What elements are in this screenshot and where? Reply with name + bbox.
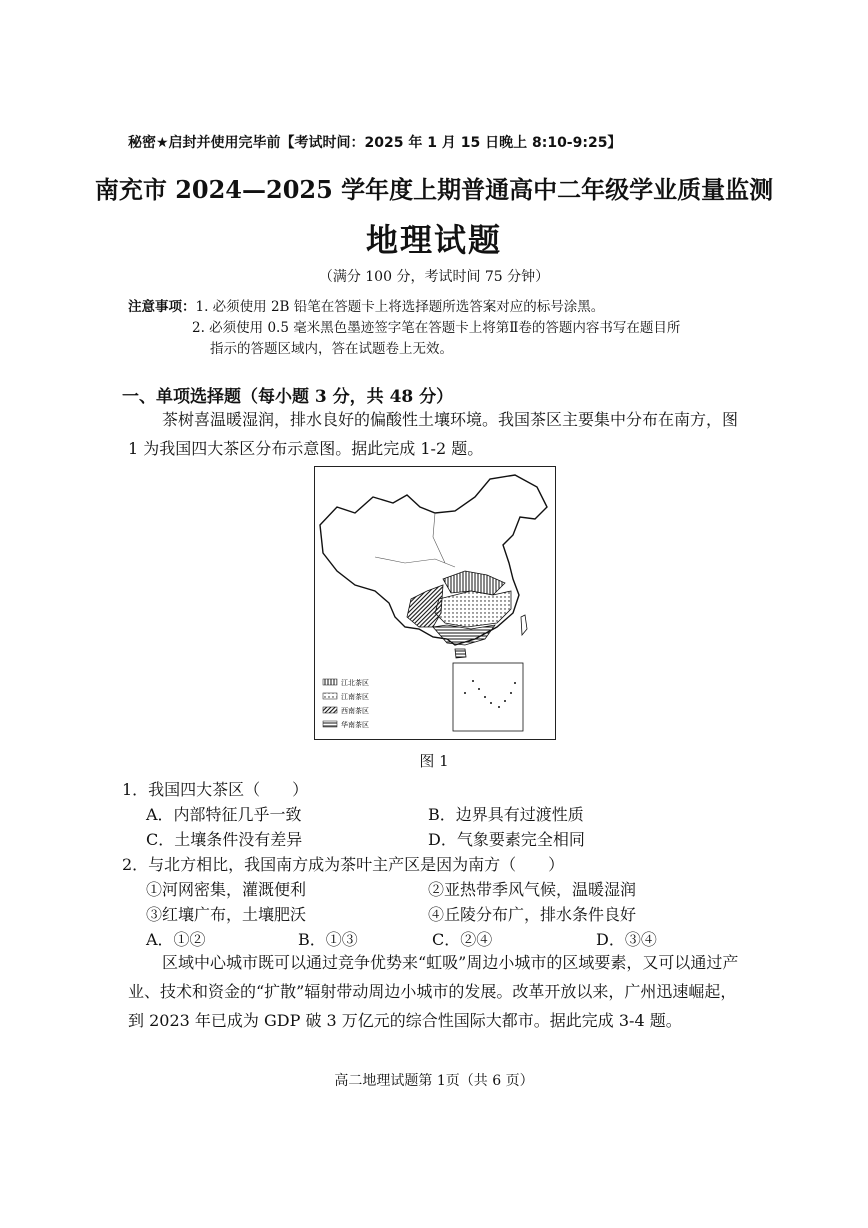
passage-2-text: 区域中心城市既可以通过竞争优势来“虹吸”周边小城市的区域要素，又可以通过产业、技术和资金的“扩散”辐射带动周边小城市的发展。改革开放以来，广州迅速崛起，到 2023 年已成为 GDP 破 3 万亿元的综合性国际大都市。据此完成 3-4 题。 <box>128 953 739 1030</box>
legend-label: 江南茶区 <box>341 693 369 701</box>
q2-option-c: C．②④ <box>432 930 493 949</box>
taiwan-island <box>521 615 527 635</box>
exam-title: 南充市 2024—2025 学年度上期普通高中二年级学业质量监测 <box>94 175 774 204</box>
figure-caption: 图 1 <box>419 752 449 770</box>
china-map-figure <box>315 467 555 739</box>
q2-statement-2: ②亚热带季风气候，温暖湿润 <box>428 880 637 899</box>
notice-item-2-cont: 指示的答题区域内，答在试题卷上无效。 <box>210 341 453 357</box>
q1-option-a: A．内部特征几乎一致 <box>146 805 302 824</box>
legend-label: 西南茶区 <box>341 707 369 715</box>
q2-option-a: A．①② <box>146 930 206 949</box>
q2-statement-4: ④丘陵分布广，排水条件良好 <box>428 905 637 924</box>
score-line: （满分 100 分，考试时间 75 分钟） <box>318 269 550 285</box>
question-2-stem: 2．与北方相比，我国南方成为茶叶主产区是因为南方（ ） <box>122 855 565 874</box>
question-1-stem: 1．我国四大茶区（ ） <box>122 780 309 799</box>
hainan-island <box>455 649 466 658</box>
q1-option-b: B．边界具有过渡性质 <box>428 805 584 824</box>
secret-line: 秘密★启封并使用完毕前【考试时间：2025 年 1 月 15 日晚上 8:10-9:25】 <box>128 135 622 151</box>
section-heading: 一、单项选择题（每小题 3 分，共 48 分） <box>122 387 454 407</box>
exam-subtitle: 地理试题 <box>365 221 502 259</box>
q2-statement-1: ①河网密集，灌溉便利 <box>146 880 307 899</box>
notice-item-1: 1. 必须使用 2B 铅笔在答题卡上将选择题所选答案对应的标号涂黑。 <box>195 299 605 315</box>
q2-option-b: B．①③ <box>298 930 358 949</box>
passage-2 <box>128 948 748 1035</box>
section-intro <box>128 405 748 463</box>
jiangnan-region <box>435 591 511 627</box>
notice-block <box>128 297 680 360</box>
q1-option-d: D．气象要素完全相同 <box>428 830 585 849</box>
notice-label: 注意事项： <box>128 299 196 315</box>
legend-label: 华南茶区 <box>341 721 369 729</box>
huanan-region <box>433 625 495 645</box>
notice-item-2: 2. 必须使用 0.5 毫米黑色墨迹签字笔在答题卡上将第Ⅱ卷的答题内容书写在题目所 <box>192 320 681 336</box>
island-dots <box>464 680 516 708</box>
q2-option-d: D．③④ <box>596 930 657 949</box>
q2-statement-3: ③红壤广布，土壤肥沃 <box>146 905 307 924</box>
map-legend <box>323 678 369 729</box>
xinan-region <box>407 585 443 627</box>
page-footer: 高二地理试题第 1页（共 6 页） <box>334 1073 534 1089</box>
south-china-sea-inset <box>453 663 523 731</box>
legend-label: 江北茶区 <box>341 679 369 687</box>
section-intro-text: 茶树喜温暖湿润，排水良好的偏酸性土壤环境。我国茶区主要集中分布在南方，图 1 为我国四大茶区分布示意图。据此完成 1-2 题。 <box>128 410 739 458</box>
tea-region-map <box>314 466 556 740</box>
q1-option-c: C．土壤条件没有差异 <box>146 830 303 849</box>
